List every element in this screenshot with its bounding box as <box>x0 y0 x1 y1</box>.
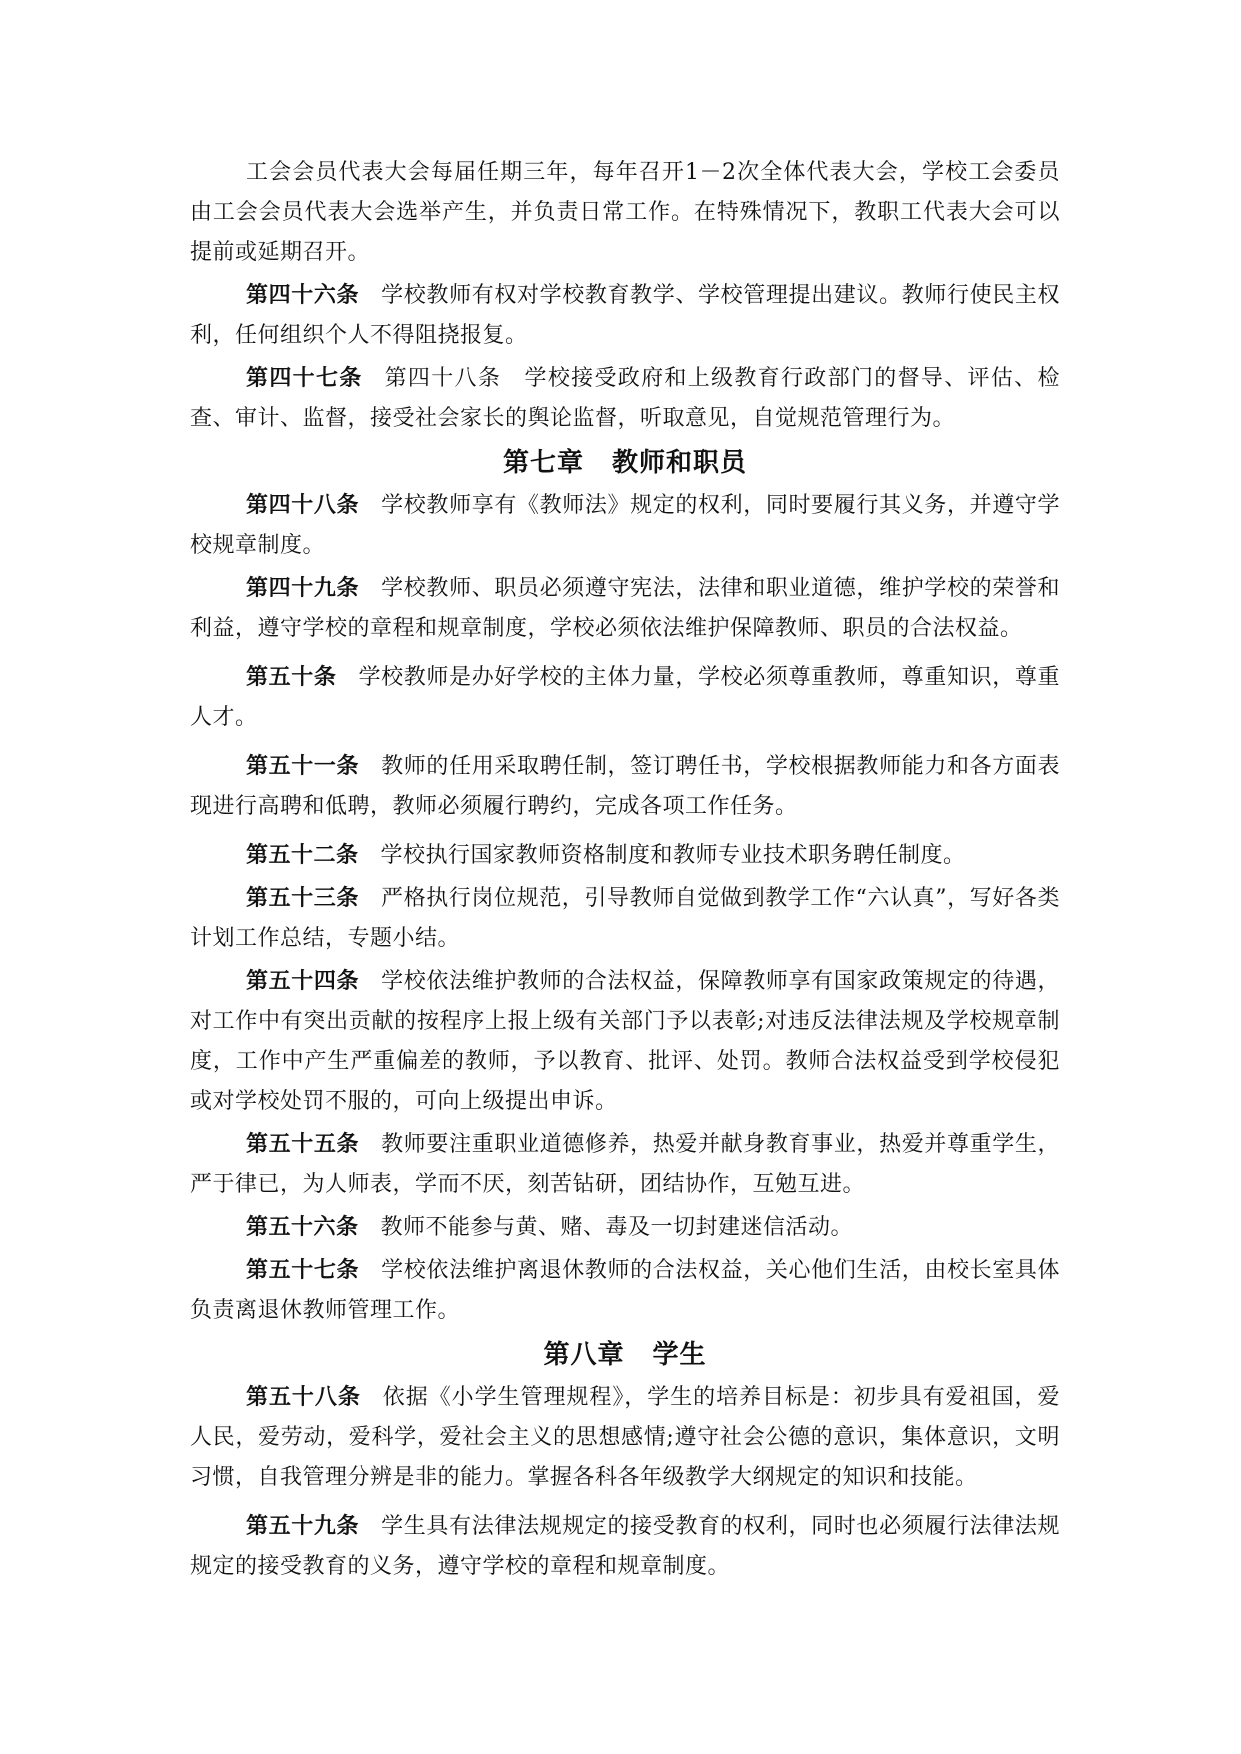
article-text: 学校教师享有《教师法》规定的权利，同时要履行其义务，并遵守学校规章制度。 <box>190 493 1060 558</box>
paragraph <box>190 153 1060 273</box>
article-49 <box>190 568 1060 649</box>
article-text: 依据《小学生管理规程》，学生的培养目标是：初步具有爱祖国，爱人民，爱劳动，爱科学，爱社会主义的思想感情;遵守社会公德的意识，集体意识，文明习惯，自我管理分辨是非的能力。掌握各科各年级教学大纲规定的知识和技能。 <box>190 1385 1060 1490</box>
article-text: 学校教师是办好学校的主体力量，学校必须尊重教师，尊重知识，尊重人才。 <box>190 665 1060 730</box>
article-text: 学校执行国家教师资格制度和教师专业技术职务聘任制度。 <box>380 843 966 868</box>
chapter-title: 教师和职员 <box>612 448 748 478</box>
article-text: 学校教师有权对学校教育教学、学校管理提出建议。教师行使民主权利，任何组织个人不得阻挠报复。 <box>190 283 1060 348</box>
article-51 <box>190 746 1060 827</box>
article-52 <box>190 835 1060 876</box>
article-number: 第五十四条 <box>246 968 360 994</box>
article-number: 第五十七条 <box>246 1257 360 1283</box>
article-53 <box>190 878 1060 959</box>
article-59 <box>190 1506 1060 1587</box>
article-number: 第五十九条 <box>246 1513 360 1539</box>
article-56 <box>190 1207 1060 1248</box>
article-number: 第四十八条 <box>246 492 360 518</box>
article-48 <box>190 485 1060 566</box>
article-number: 第五十二条 <box>246 842 359 868</box>
article-number: 第五十一条 <box>246 753 360 779</box>
document-page <box>190 153 1060 1589</box>
article-text: 学生具有法律法规规定的接受教育的权利，同时也必须履行法律法规规定的接受教育的义务，遵守学校的章程和规章制度。 <box>190 1514 1060 1579</box>
article-text: 第四十八条 学校接受政府和上级教育行政部门的督导、评估、检查、审计、监督，接受社会家长的舆论监督，听取意见，自觉规范管理行为。 <box>190 366 1060 431</box>
article-57 <box>190 1250 1060 1331</box>
article-58 <box>190 1377 1060 1498</box>
article-46 <box>190 275 1060 356</box>
article-text: 严格执行岗位规范，引导教师自觉做到教学工作“六认真”，写好各类计划工作总结，专题小结。 <box>190 886 1060 951</box>
article-number: 第四十七条 <box>246 365 363 391</box>
article-number: 第四十九条 <box>246 575 360 601</box>
article-text: 学校依法维护教师的合法权益，保障教师享有国家政策规定的待遇，对工作中有突出贡献的按程序上报上级有关部门予以表彰;对违反法律法规及学校规章制度，工作中产生严重偏差的教师，予以教育、批评、处罚。教师合法权益受到学校侵犯或对学校处罚不服的，可向上级提出申诉。 <box>190 969 1060 1114</box>
chapter-heading-8 <box>190 1333 1060 1377</box>
article-number: 第五十条 <box>246 664 337 690</box>
article-number: 第五十六条 <box>246 1214 359 1240</box>
paragraph-text: 工会会员代表大会每届任期三年，每年召开1－2次全体代表大会，学校工会委员由工会会员代表大会选举产生，并负责日常工作。在特殊情况下，教职工代表大会可以提前或延期召开。 <box>190 160 1060 265</box>
chapter-number: 第八章 <box>543 1340 625 1370</box>
article-text: 教师的任用采取聘任制，签订聘任书，学校根据教师能力和各方面表现进行高聘和低聘，教师必须履行聘约，完成各项工作任务。 <box>190 754 1060 819</box>
article-54 <box>190 961 1060 1122</box>
article-text: 教师要注重职业道德修养，热爱并献身教育事业，热爱并尊重学生，严于律已，为人师表，学而不厌，刻苦钻研，团结协作，互勉互进。 <box>190 1132 1060 1197</box>
article-number: 第四十六条 <box>246 282 360 308</box>
chapter-title: 学生 <box>652 1340 707 1370</box>
article-55 <box>190 1124 1060 1205</box>
article-number: 第五十八条 <box>246 1384 361 1410</box>
article-47 <box>190 358 1060 439</box>
article-text: 学校依法维护离退休教师的合法权益，关心他们生活，由校长室具体负责离退休教师管理工作。 <box>190 1258 1060 1323</box>
article-number: 第五十三条 <box>246 885 359 911</box>
article-text: 学校教师、职员必须遵守宪法，法律和职业道德，维护学校的荣誉和利益，遵守学校的章程和规章制度，学校必须依法维护保障教师、职员的合法权益。 <box>190 576 1060 641</box>
article-number: 第五十五条 <box>246 1131 360 1157</box>
article-50 <box>190 657 1060 738</box>
chapter-number: 第七章 <box>502 448 584 478</box>
article-text: 教师不能参与黄、赌、毒及一切封建迷信活动。 <box>380 1215 854 1240</box>
chapter-heading-7 <box>190 441 1060 485</box>
